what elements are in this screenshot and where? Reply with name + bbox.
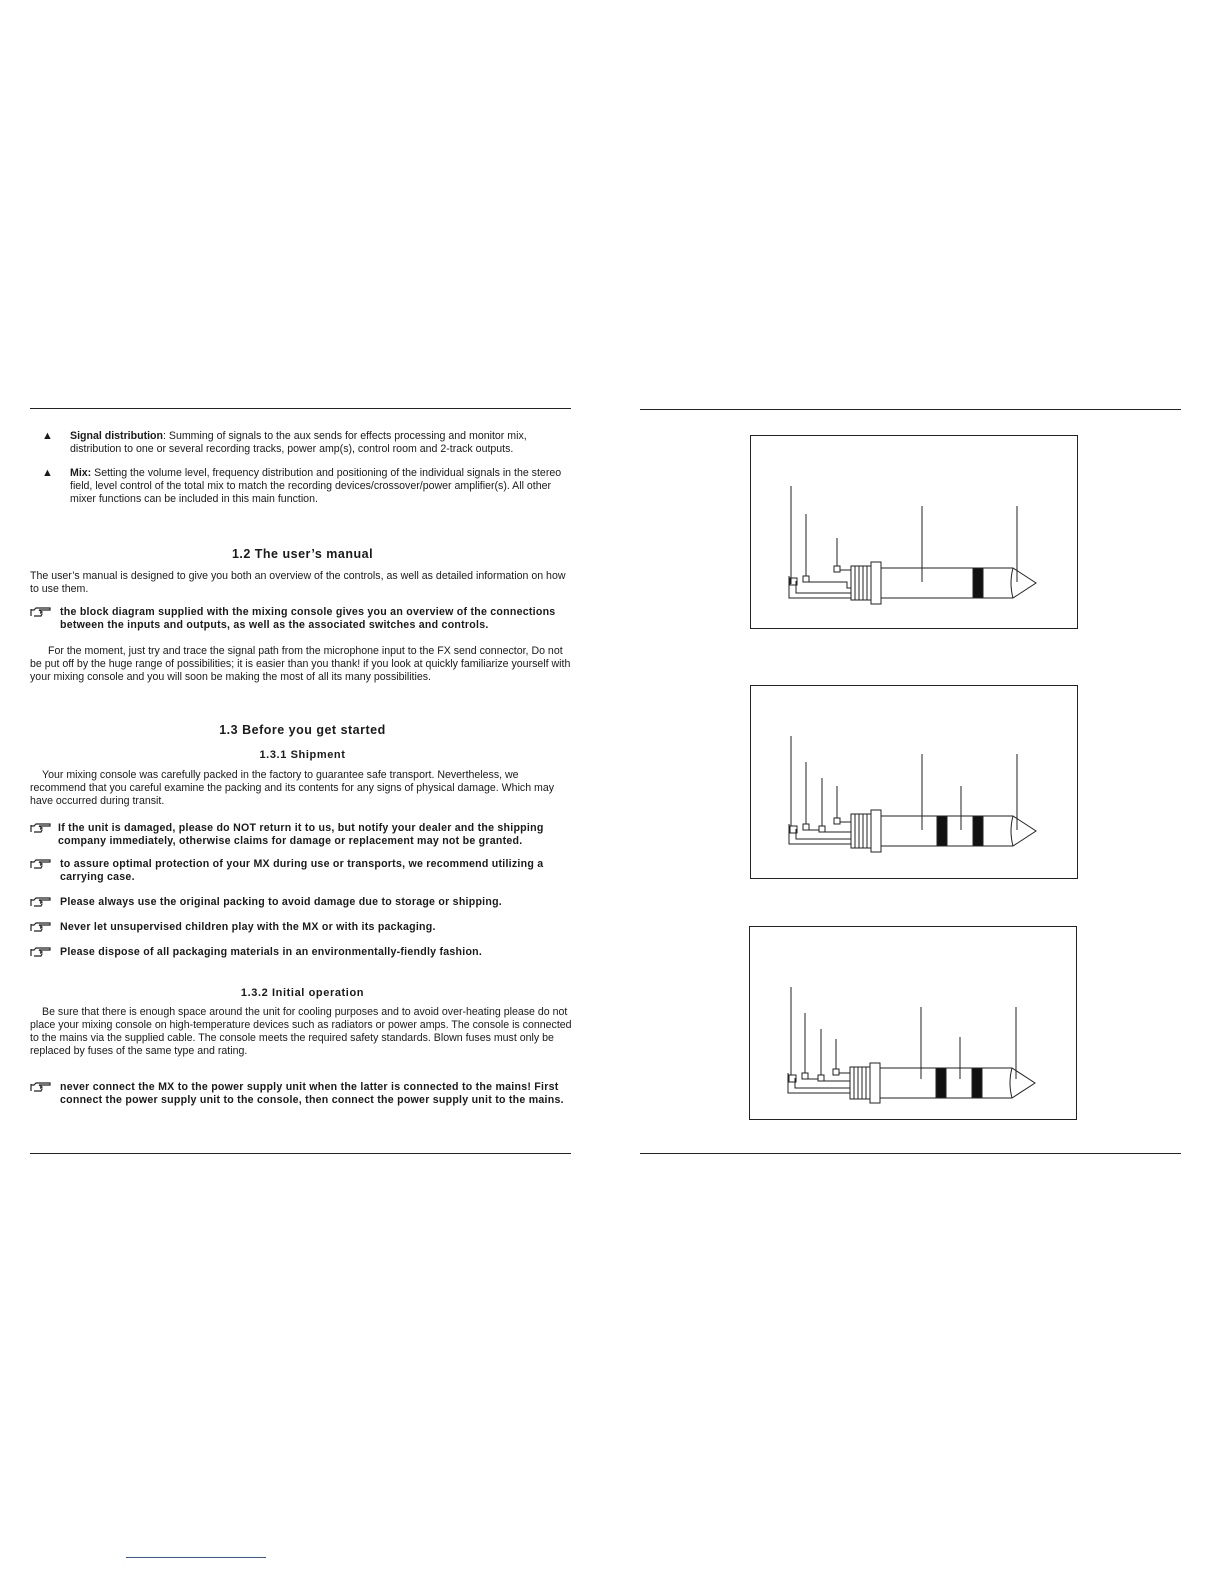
pointing-hand-icon — [30, 946, 52, 958]
stereo-jack-plug-diagram — [751, 686, 1077, 878]
note-carrying-case: to assure optimal protection of your MX during use or transports, we recommend utilizing a carrying case. — [30, 858, 578, 884]
pointing-hand-icon — [30, 858, 52, 870]
bullet-signal-distribution: ▲ Signal distribution: Summing of signals to the aux sends for effects processing and monitor mix, distribution to one or several recording tracks, power amp(s), control room and 2-track outputs. — [42, 430, 527, 455]
note-power-supply: never connect the MX to the power supply unit when the latter is connected to the mains! First connect the power supply unit to the console, then connect the power supply unit to the mains. — [30, 1081, 578, 1107]
mono-jack-plug-diagram — [751, 436, 1077, 628]
bottom-rule-right — [640, 1153, 1181, 1154]
stereo-jack-plug-diagram — [750, 927, 1076, 1119]
heading-shipment: 1.3.1 Shipment — [259, 749, 346, 761]
figure-mono-jack — [750, 435, 1078, 629]
heading-users-manual: 1.2 The user’s manual — [231, 547, 374, 561]
heading-before-you-get-started: 1.3 Before you get started — [219, 723, 386, 737]
triangle-bullet-icon: ▲ — [42, 430, 53, 442]
footer-link-underline — [126, 1557, 266, 1558]
bullet-mix: ▲ Mix: Setting the volume level, frequency distribution and positioning of the individual signals in the stereo field, level control of the total mix to match the recording devices/crossover/power amplifier(s). All other mixer functions can be included in this main function. — [42, 467, 562, 505]
pointing-hand-icon — [30, 896, 52, 908]
top-rule-right — [640, 409, 1181, 410]
note-dispose-packaging: Please dispose of all packaging materials in an environmentally-fiendly fashion. — [30, 946, 578, 959]
heading-initial-operation: 1.3.2 Initial operation — [240, 987, 365, 999]
triangle-bullet-icon: ▲ — [42, 467, 53, 479]
signal-path-paragraph: For the moment, just try and trace the signal path from the microphone input to the FX send connector, Do not be put off by the huge range of possibilities; it is easier than you thank! if you look at quickly familiarize yourself with your mixing console and you will soon be making the most of all its many possibilities. — [30, 645, 571, 683]
note-original-packing: Please always use the original packing to avoid damage due to storage or shipping. — [30, 896, 578, 909]
pointing-hand-icon — [30, 822, 52, 834]
note-damaged-unit: If the unit is damaged, please do NOT return it to us, but notify your dealer and the shipping company immediately, otherwise claims for damage or replacement may not be granted. — [30, 822, 578, 848]
note-children: Never let unsupervised children play with the MX or with its packaging. — [30, 921, 578, 934]
figure-stereo-jack-2 — [749, 926, 1077, 1120]
pointing-hand-icon — [30, 1081, 52, 1093]
left-column — [30, 0, 575, 1584]
initial-operation-paragraph: Be sure that there is enough space around the unit for cooling purposes and to avoid over-heating please do not place your mixing console on high-temperature devices such as radiators or power amps. The console is connected to the mains via the supplied cable. The console meets the required safety standards. Blown fuses must only be replaced by fuses of the same type and rating. — [30, 1006, 572, 1057]
shipment-paragraph: Your mixing console was carefully packed in the factory to guarantee safe transport. Nevertheless, we recommend that you careful examine the packing and its contents for any signs of physical damage. Which may have occurred during transit. — [30, 769, 555, 807]
pointing-hand-icon — [30, 921, 52, 933]
users-manual-intro: The user’s manual is designed to give you both an overview of the controls, as well as detailed information on how to use them. — [30, 570, 566, 595]
pointing-hand-icon — [30, 606, 52, 618]
note-block-diagram: the block diagram supplied with the mixing console gives you an overview of the connections between the inputs and outputs, as well as the associated switches and controls. — [30, 606, 578, 632]
figure-stereo-jack-1 — [750, 685, 1078, 879]
